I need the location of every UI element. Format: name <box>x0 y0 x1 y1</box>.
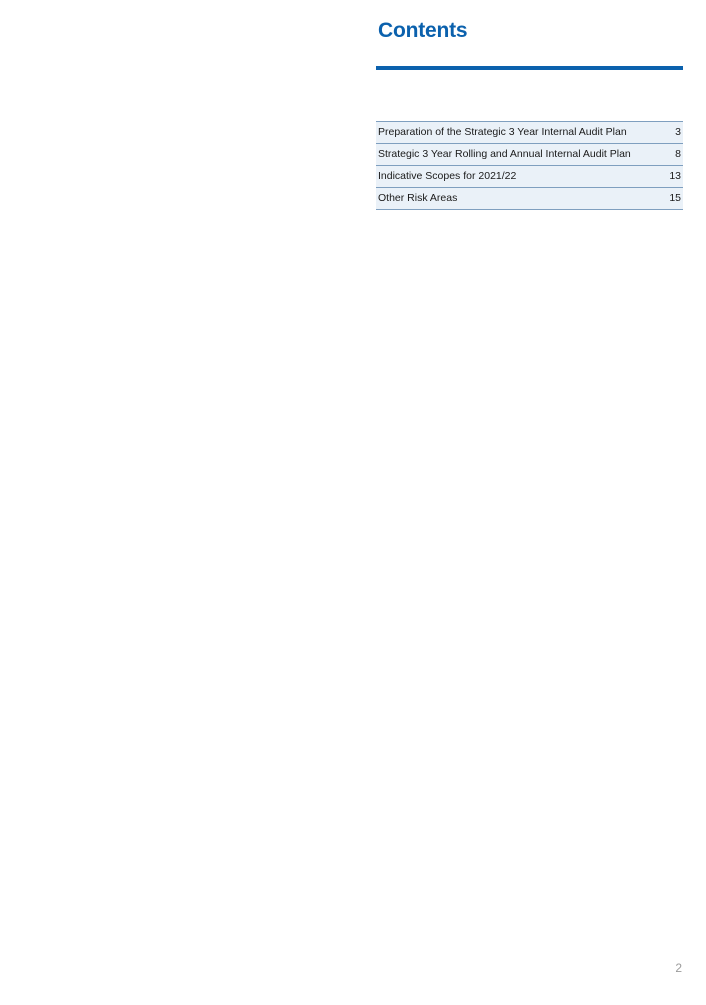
table-row[interactable] <box>376 144 683 166</box>
table-of-contents <box>376 121 683 210</box>
toc-entry-title[interactable]: Other Risk Areas <box>376 188 655 210</box>
table-row[interactable] <box>376 166 683 188</box>
table-row[interactable] <box>376 122 683 144</box>
toc-entry-page: 13 <box>655 166 683 188</box>
toc-entry-page: 3 <box>655 122 683 144</box>
page-title: Contents <box>378 19 468 42</box>
toc-entry-title[interactable]: Indicative Scopes for 2021/22 <box>376 166 655 188</box>
page-folio: 2 <box>675 961 682 975</box>
table-row[interactable] <box>376 188 683 210</box>
contents-header <box>376 18 683 70</box>
toc-entry-page: 15 <box>655 188 683 210</box>
toc-entry-title[interactable]: Preparation of the Strategic 3 Year Internal Audit Plan <box>376 122 655 144</box>
title-divider <box>376 66 683 70</box>
toc-entry-page: 8 <box>655 144 683 166</box>
toc-entry-title[interactable]: Strategic 3 Year Rolling and Annual Internal Audit Plan <box>376 144 655 166</box>
